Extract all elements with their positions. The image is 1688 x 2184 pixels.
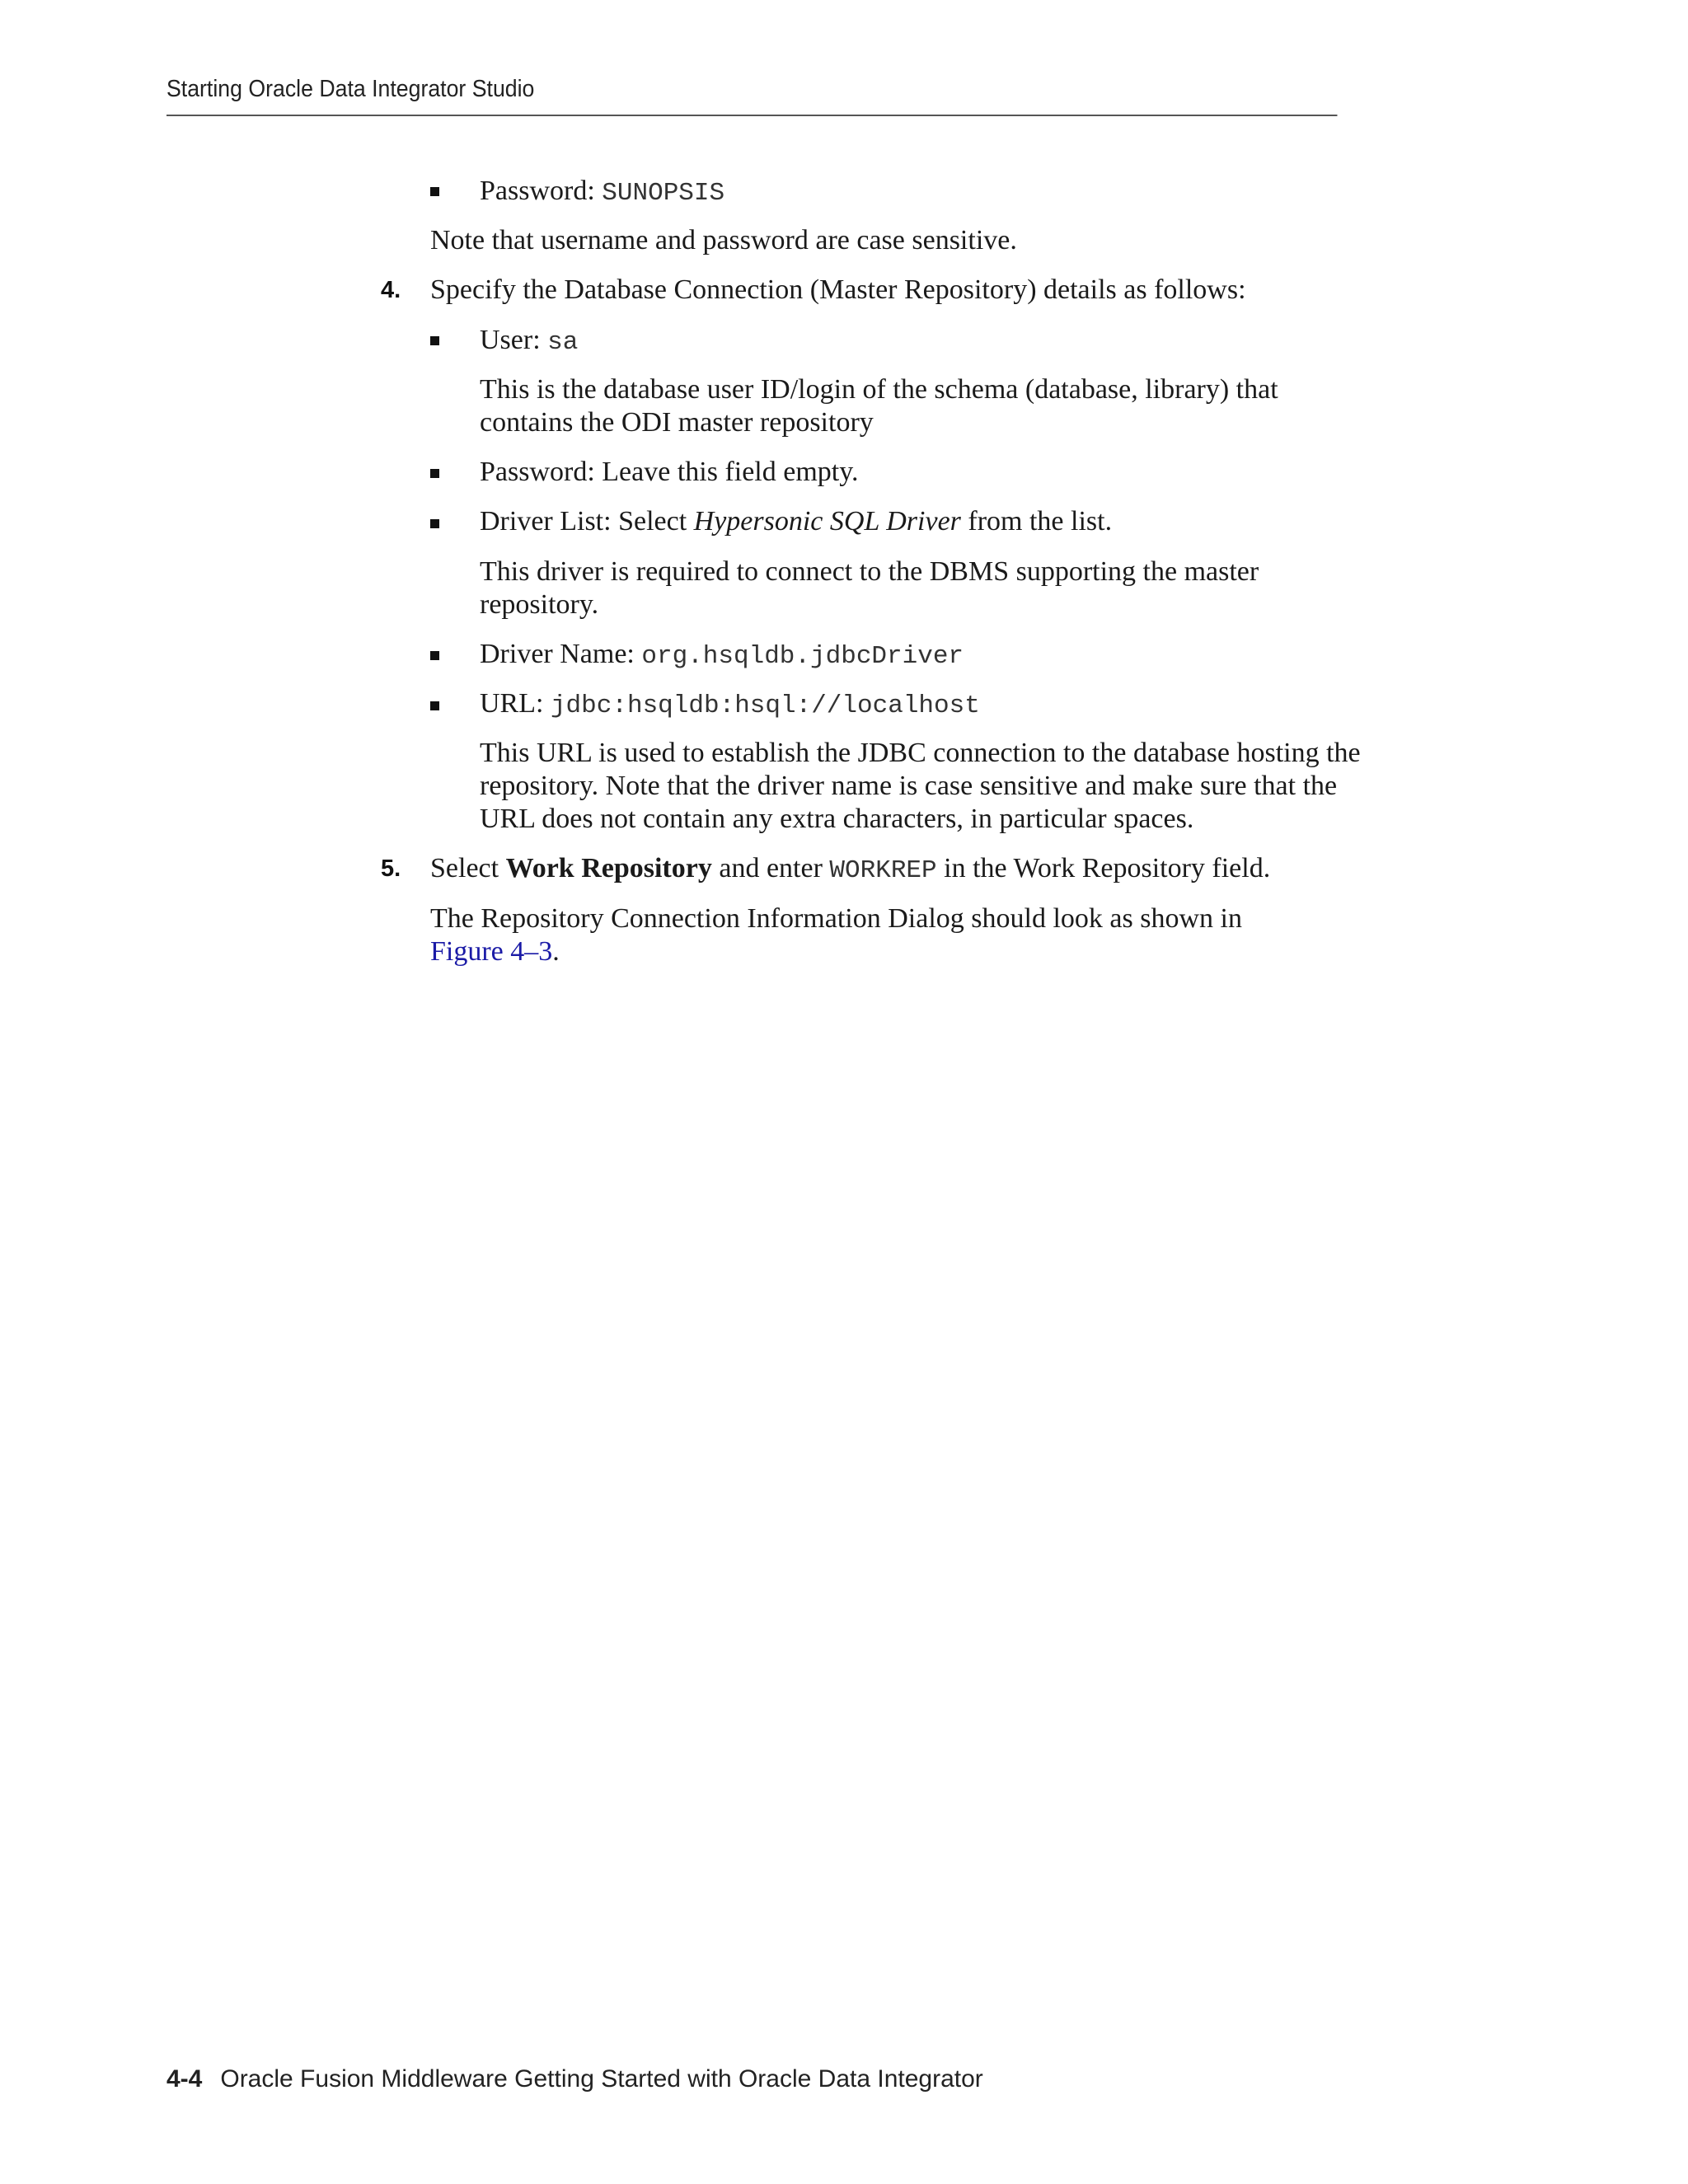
driver-list-emphasis: Hypersonic SQL Driver: [693, 506, 961, 537]
url-description-3: URL does not contain any extra characters, in particular spaces.: [480, 804, 1194, 834]
page-number: 4-4: [166, 2065, 203, 2093]
driver-name-value: org.hsqldb.jdbcDriver: [641, 642, 964, 671]
step-4-number: 4.: [381, 277, 401, 303]
bullet-icon: [430, 187, 439, 196]
driver-description-1: This driver is required to connect to the DBMS supporting the master: [480, 556, 1259, 587]
driver-list-pre: Driver List: Select: [480, 506, 694, 537]
step-5-pre: Select: [430, 853, 506, 883]
final-period: .: [552, 936, 560, 967]
user-label: User:: [480, 325, 548, 355]
figure-link[interactable]: Figure 4–3: [430, 936, 553, 967]
step-5-mid: and enter: [711, 853, 830, 883]
final-paragraph-2: [430, 935, 560, 968]
url-line: [480, 687, 980, 723]
password-value: SUNOPSIS: [602, 179, 725, 208]
bullet-icon: [430, 336, 439, 345]
user-value: sa: [547, 328, 579, 357]
driver-name-line: [480, 638, 964, 673]
url-label: URL:: [480, 688, 551, 719]
driver-description-2: repository.: [480, 589, 599, 620]
password-label: Password:: [480, 176, 603, 206]
book-title: Oracle Fusion Middleware Getting Started with Oracle Data Integrator: [220, 2065, 983, 2093]
step-5-bold: Work Repository: [505, 853, 712, 883]
url-description-1: This URL is used to establish the JDBC connection to the database hosting the: [480, 738, 1361, 768]
bullet-icon: [430, 701, 439, 710]
driver-name-label: Driver Name:: [480, 639, 642, 669]
step-5-number: 5.: [381, 855, 401, 882]
bullet-icon: [430, 519, 439, 528]
user-description-1: This is the database user ID/login of the schema (database, library) that: [480, 374, 1278, 405]
step-5-code: WORKREP: [829, 856, 937, 885]
page-footer: [166, 2065, 983, 2093]
final-paragraph-1: The Repository Connection Information Dialog should look as shown in: [430, 903, 1242, 934]
driver-list-line: [480, 505, 1112, 538]
driver-list-post: from the list.: [960, 506, 1113, 537]
step-5-post: in the Work Repository field.: [936, 853, 1271, 883]
user-line: [480, 324, 578, 359]
note-case-sensitive: Note that username and password are case sensitive.: [430, 225, 1017, 255]
step-5-text: [430, 852, 1270, 888]
url-description-2: repository. Note that the driver name is case sensitive and make sure that the: [480, 771, 1338, 801]
running-header: Starting Oracle Data Integrator Studio: [166, 76, 1337, 116]
url-value: jdbc:hsqldb:hsql://localhost: [550, 691, 980, 720]
user-description-2: contains the ODI master repository: [480, 407, 874, 438]
bullet-icon: [430, 651, 439, 660]
bullet-icon: [430, 469, 439, 478]
step-4-text: Specify the Database Connection (Master Repository) details as follows:: [430, 274, 1246, 305]
password-line: [480, 175, 724, 210]
password-empty-line: Password: Leave this field empty.: [480, 457, 859, 487]
